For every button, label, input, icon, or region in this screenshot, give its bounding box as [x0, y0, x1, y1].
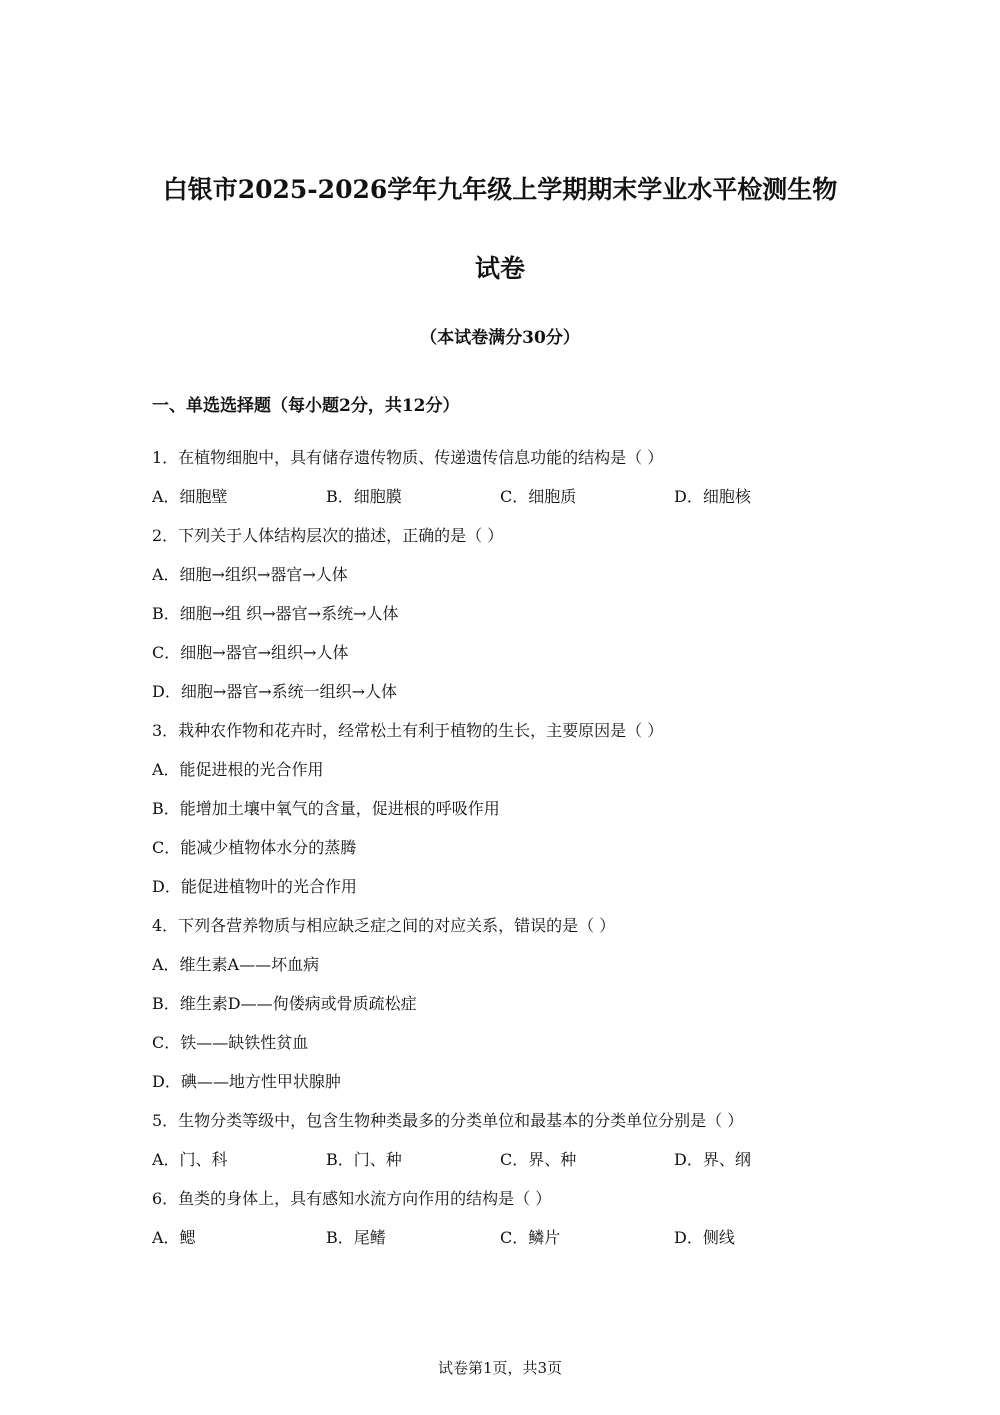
question-1-options	[152, 484, 852, 506]
option-d: D．侧线	[674, 1228, 735, 1247]
section-heading: 一、单选选择题（每小题2分，共12分）	[152, 396, 460, 416]
option-a: A．维生素A——坏血病	[152, 955, 320, 974]
question-2-stem: 2．下列关于人体结构层次的描述，正确的是（ ）	[152, 526, 504, 545]
option-d: D．界、纲	[674, 1150, 751, 1169]
question-1-stem: 1．在植物细胞中，具有储存遗传物质、传递遗传信息功能的结构是（ ）	[152, 448, 664, 467]
option-b: B．细胞膜	[326, 487, 402, 506]
option-c: C．能减少植物体水分的蒸腾	[152, 838, 357, 857]
option-c: C．界、种	[500, 1150, 577, 1169]
option-c: C．铁——缺铁性贫血	[152, 1033, 309, 1052]
exam-subtitle: （本试卷满分30分）	[420, 328, 580, 348]
question-3-stem: 3．栽种农作物和花卉时，经常松土有利于植物的生长，主要原因是（ ）	[152, 721, 664, 740]
option-b: B．能增加土壤中氧气的含量，促进根的呼吸作用	[152, 799, 500, 818]
option-a: A．能促进根的光合作用	[152, 760, 324, 779]
option-a: A．细胞壁	[152, 487, 228, 506]
option-d: D．细胞核	[674, 487, 751, 506]
option-b: B．维生素D——佝偻病或骨质疏松症	[152, 994, 417, 1013]
option-a: A．细胞→组织→器官→人体	[152, 565, 348, 584]
option-a: A．门、科	[152, 1150, 228, 1169]
option-c: C．鳞片	[500, 1228, 561, 1247]
option-c: C．细胞质	[500, 487, 577, 506]
exam-title-line-2: 试卷	[474, 254, 525, 283]
option-a: A．鳃	[152, 1228, 196, 1247]
option-b: B．尾鳍	[326, 1228, 386, 1247]
option-c: C．细胞→器官→组织→人体	[152, 643, 349, 662]
question-5-options	[152, 1147, 852, 1169]
option-b: B．门、种	[326, 1150, 402, 1169]
option-b: B．细胞→组 织→器官→系统→人体	[152, 604, 399, 623]
question-5-stem: 5．生物分类等级中，包含生物种类最多的分类单位和最基本的分类单位分别是（ ）	[152, 1111, 744, 1130]
exam-title-line-1: 白银市2025-2026学年九年级上学期期末学业水平检测生物	[162, 175, 838, 204]
question-4-stem: 4．下列各营养物质与相应缺乏症之间的对应关系，错误的是（ ）	[152, 916, 616, 935]
question-6-stem: 6．鱼类的身体上，具有感知水流方向作用的结构是（ ）	[152, 1189, 552, 1208]
page-footer: 试卷第1页，共3页	[437, 1359, 563, 1377]
option-d: D．碘——地方性甲状腺肿	[152, 1072, 341, 1091]
option-d: D．能促进植物叶的光合作用	[152, 877, 357, 896]
question-6-options	[152, 1225, 852, 1247]
option-d: D．细胞→器官→系统一组织→人体	[152, 682, 398, 701]
